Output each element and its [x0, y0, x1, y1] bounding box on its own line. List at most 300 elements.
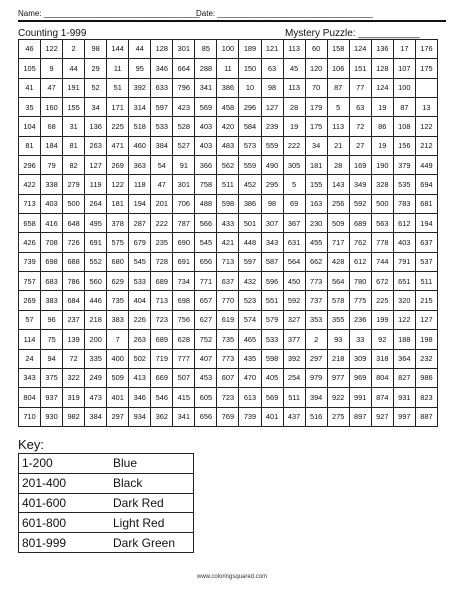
grid-cell[interactable]: 689: [151, 330, 173, 349]
grid-cell[interactable]: 322: [63, 368, 85, 387]
grid-cell[interactable]: 57: [19, 310, 41, 329]
grid-cell[interactable]: 633: [151, 78, 173, 97]
grid-cell[interactable]: 452: [239, 175, 261, 194]
grid-cell[interactable]: 629: [107, 272, 129, 291]
grid-cell[interactable]: 569: [195, 98, 217, 117]
grid-cell[interactable]: 405: [261, 368, 283, 387]
grid-cell[interactable]: 215: [415, 291, 437, 310]
grid-cell[interactable]: 523: [239, 291, 261, 310]
grid-cell[interactable]: 698: [173, 291, 195, 310]
grid-cell[interactable]: 735: [107, 291, 129, 310]
grid-cell[interactable]: 81: [19, 136, 41, 155]
grid-cell[interactable]: 717: [327, 233, 349, 252]
grid-cell[interactable]: 171: [107, 98, 129, 117]
grid-cell[interactable]: 122: [415, 117, 437, 136]
grid-cell[interactable]: 756: [173, 310, 195, 329]
grid-cell[interactable]: 377: [283, 330, 305, 349]
grid-cell[interactable]: 305: [283, 156, 305, 175]
grid-cell[interactable]: 435: [239, 349, 261, 368]
grid-cell[interactable]: 669: [151, 368, 173, 387]
grid-cell[interactable]: 573: [239, 136, 261, 155]
grid-cell[interactable]: 327: [283, 310, 305, 329]
grid-cell[interactable]: 72: [349, 117, 371, 136]
grid-cell[interactable]: 143: [327, 175, 349, 194]
grid-cell[interactable]: 2: [305, 330, 327, 349]
grid-cell[interactable]: 706: [173, 194, 195, 213]
grid-cell[interactable]: 458: [217, 98, 239, 117]
grid-cell[interactable]: 222: [283, 136, 305, 155]
grid-cell[interactable]: 979: [305, 368, 327, 387]
grid-cell[interactable]: 422: [19, 175, 41, 194]
grid-cell[interactable]: 121: [261, 40, 283, 59]
grid-cell[interactable]: 612: [393, 214, 415, 233]
grid-cell[interactable]: 691: [173, 252, 195, 271]
grid-cell[interactable]: 528: [173, 117, 195, 136]
grid-cell[interactable]: 367: [283, 214, 305, 233]
grid-cell[interactable]: 343: [261, 233, 283, 252]
grid-cell[interactable]: 927: [371, 407, 393, 426]
grid-cell[interactable]: 189: [239, 40, 261, 59]
grid-cell[interactable]: 471: [107, 136, 129, 155]
grid-cell[interactable]: 218: [327, 349, 349, 368]
grid-cell[interactable]: 21: [327, 136, 349, 155]
grid-cell[interactable]: 694: [415, 175, 437, 194]
grid-cell[interactable]: 991: [349, 388, 371, 407]
grid-cell[interactable]: 17: [393, 40, 415, 59]
grid-cell[interactable]: 587: [261, 252, 283, 271]
grid-cell[interactable]: 346: [151, 59, 173, 78]
grid-cell[interactable]: 93: [327, 330, 349, 349]
grid-cell[interactable]: 708: [41, 233, 63, 252]
grid-cell[interactable]: 804: [371, 368, 393, 387]
grid-cell[interactable]: 403: [195, 136, 217, 155]
grid-cell[interactable]: 235: [151, 233, 173, 252]
grid-cell[interactable]: 263: [129, 330, 151, 349]
grid-cell[interactable]: 44: [129, 40, 151, 59]
grid-cell[interactable]: 47: [41, 78, 63, 97]
grid-cell[interactable]: 160: [41, 98, 63, 117]
grid-cell[interactable]: 688: [63, 252, 85, 271]
grid-cell[interactable]: 384: [151, 136, 173, 155]
grid-cell[interactable]: 592: [349, 194, 371, 213]
grid-cell[interactable]: 127: [85, 156, 107, 175]
grid-cell[interactable]: 94: [41, 349, 63, 368]
grid-cell[interactable]: 495: [85, 214, 107, 233]
grid-cell[interactable]: 198: [415, 330, 437, 349]
grid-cell[interactable]: 232: [415, 349, 437, 368]
grid-cell[interactable]: 184: [41, 136, 63, 155]
grid-cell[interactable]: 176: [415, 40, 437, 59]
grid-cell[interactable]: 407: [195, 349, 217, 368]
grid-cell[interactable]: 982: [63, 407, 85, 426]
grid-cell[interactable]: 98: [261, 78, 283, 97]
grid-cell[interactable]: 81: [63, 136, 85, 155]
grid-cell[interactable]: 72: [63, 349, 85, 368]
grid-cell[interactable]: 460: [129, 136, 151, 155]
grid-cell[interactable]: 559: [239, 156, 261, 175]
grid-cell[interactable]: 113: [283, 78, 305, 97]
grid-cell[interactable]: 428: [327, 252, 349, 271]
grid-cell[interactable]: 19: [371, 98, 393, 117]
grid-cell[interactable]: 181: [107, 194, 129, 213]
grid-cell[interactable]: 346: [129, 388, 151, 407]
grid-cell[interactable]: 559: [261, 136, 283, 155]
grid-cell[interactable]: 566: [195, 214, 217, 233]
grid-cell[interactable]: 226: [129, 310, 151, 329]
grid-cell[interactable]: 33: [349, 330, 371, 349]
grid-cell[interactable]: 619: [217, 310, 239, 329]
grid-cell[interactable]: 656: [195, 252, 217, 271]
grid-cell[interactable]: 341: [173, 407, 195, 426]
grid-cell[interactable]: 713: [151, 291, 173, 310]
grid-cell[interactable]: 120: [305, 59, 327, 78]
grid-cell[interactable]: 128: [151, 40, 173, 59]
grid-cell[interactable]: 770: [217, 291, 239, 310]
grid-cell[interactable]: 509: [327, 214, 349, 233]
grid-cell[interactable]: 179: [305, 98, 327, 117]
grid-cell[interactable]: 378: [107, 214, 129, 233]
grid-cell[interactable]: 343: [19, 368, 41, 387]
grid-cell[interactable]: 415: [173, 388, 195, 407]
grid-cell[interactable]: 46: [19, 40, 41, 59]
grid-cell[interactable]: 769: [217, 407, 239, 426]
grid-cell[interactable]: 787: [173, 214, 195, 233]
grid-cell[interactable]: 874: [371, 388, 393, 407]
grid-cell[interactable]: 122: [107, 175, 129, 194]
grid-cell[interactable]: 507: [173, 368, 195, 387]
grid-cell[interactable]: 363: [129, 156, 151, 175]
grid-cell[interactable]: 739: [239, 407, 261, 426]
grid-cell[interactable]: 87: [327, 78, 349, 97]
grid-cell[interactable]: 596: [261, 272, 283, 291]
grid-cell[interactable]: 155: [63, 98, 85, 117]
grid-cell[interactable]: 564: [327, 272, 349, 291]
grid-cell[interactable]: 9: [41, 59, 63, 78]
grid-cell[interactable]: 225: [371, 291, 393, 310]
grid-cell[interactable]: 301: [173, 175, 195, 194]
grid-cell[interactable]: 386: [217, 78, 239, 97]
grid-cell[interactable]: 518: [129, 117, 151, 136]
grid-cell[interactable]: 355: [327, 310, 349, 329]
grid-cell[interactable]: 500: [371, 194, 393, 213]
grid-cell[interactable]: 175: [305, 117, 327, 136]
grid-cell[interactable]: 35: [19, 98, 41, 117]
grid-cell[interactable]: 598: [217, 194, 239, 213]
grid-cell[interactable]: 341: [195, 78, 217, 97]
grid-cell[interactable]: 45: [283, 59, 305, 78]
grid-cell[interactable]: 199: [371, 310, 393, 329]
grid-cell[interactable]: 804: [19, 388, 41, 407]
grid-cell[interactable]: 151: [349, 59, 371, 78]
grid-cell[interactable]: 328: [371, 175, 393, 194]
grid-cell[interactable]: 44: [63, 59, 85, 78]
grid-cell[interactable]: 169: [349, 156, 371, 175]
grid-cell[interactable]: 657: [195, 291, 217, 310]
grid-cell[interactable]: 783: [393, 194, 415, 213]
grid-cell[interactable]: 403: [195, 117, 217, 136]
grid-cell[interactable]: 338: [41, 175, 63, 194]
grid-cell[interactable]: 681: [415, 194, 437, 213]
grid-cell[interactable]: 689: [151, 272, 173, 291]
grid-cell[interactable]: 144: [107, 40, 129, 59]
grid-cell[interactable]: 827: [393, 368, 415, 387]
grid-cell[interactable]: 98: [85, 40, 107, 59]
grid-cell[interactable]: 309: [349, 349, 371, 368]
grid-cell[interactable]: 114: [19, 330, 41, 349]
grid-cell[interactable]: 95: [129, 59, 151, 78]
grid-cell[interactable]: 578: [327, 291, 349, 310]
grid-cell[interactable]: 490: [261, 156, 283, 175]
grid-cell[interactable]: 150: [239, 59, 261, 78]
grid-cell[interactable]: 432: [239, 272, 261, 291]
grid-cell[interactable]: 421: [217, 233, 239, 252]
grid-cell[interactable]: 124: [349, 40, 371, 59]
grid-cell[interactable]: 87: [393, 98, 415, 117]
grid-cell[interactable]: 364: [393, 349, 415, 368]
grid-cell[interactable]: 297: [305, 349, 327, 368]
grid-cell[interactable]: 7: [107, 330, 129, 349]
grid-cell[interactable]: 296: [239, 98, 261, 117]
grid-cell[interactable]: 269: [107, 156, 129, 175]
grid-cell[interactable]: 584: [239, 117, 261, 136]
grid-cell[interactable]: 773: [305, 272, 327, 291]
grid-cell[interactable]: 34: [305, 136, 327, 155]
grid-cell[interactable]: 47: [151, 175, 173, 194]
grid-cell[interactable]: 734: [173, 272, 195, 291]
grid-cell[interactable]: 537: [415, 252, 437, 271]
grid-cell[interactable]: 739: [19, 252, 41, 271]
grid-cell[interactable]: 288: [195, 59, 217, 78]
grid-cell[interactable]: 637: [415, 233, 437, 252]
grid-cell[interactable]: 118: [129, 175, 151, 194]
grid-cell[interactable]: 5: [327, 98, 349, 117]
grid-cell[interactable]: 403: [393, 233, 415, 252]
grid-cell[interactable]: 465: [239, 330, 261, 349]
grid-cell[interactable]: 969: [349, 368, 371, 387]
grid-cell[interactable]: 319: [63, 388, 85, 407]
grid-cell[interactable]: 680: [107, 252, 129, 271]
grid-cell[interactable]: 511: [217, 175, 239, 194]
grid-cell[interactable]: 85: [195, 40, 217, 59]
grid-cell[interactable]: 564: [283, 252, 305, 271]
grid-cell[interactable]: 236: [349, 310, 371, 329]
grid-cell[interactable]: 318: [371, 349, 393, 368]
grid-cell[interactable]: 773: [217, 349, 239, 368]
grid-cell[interactable]: 796: [173, 78, 195, 97]
grid-cell[interactable]: 780: [349, 272, 371, 291]
grid-cell[interactable]: 437: [283, 407, 305, 426]
grid-cell[interactable]: 684: [63, 291, 85, 310]
grid-cell[interactable]: 212: [415, 136, 437, 155]
grid-cell[interactable]: 710: [19, 407, 41, 426]
grid-cell[interactable]: 29: [85, 59, 107, 78]
grid-cell[interactable]: 100: [393, 78, 415, 97]
grid-cell[interactable]: 931: [393, 388, 415, 407]
grid-cell[interactable]: 287: [129, 214, 151, 233]
grid-cell[interactable]: 124: [371, 78, 393, 97]
grid-cell[interactable]: 662: [305, 252, 327, 271]
grid-cell[interactable]: 279: [63, 175, 85, 194]
grid-cell[interactable]: 230: [305, 214, 327, 233]
grid-cell[interactable]: 775: [349, 291, 371, 310]
grid-cell[interactable]: 188: [393, 330, 415, 349]
grid-cell[interactable]: 63: [349, 98, 371, 117]
grid-cell[interactable]: 579: [261, 310, 283, 329]
grid-cell[interactable]: 13: [415, 98, 437, 117]
grid-cell[interactable]: 563: [371, 214, 393, 233]
grid-cell[interactable]: 575: [107, 233, 129, 252]
grid-cell[interactable]: 297: [107, 407, 129, 426]
grid-cell[interactable]: 413: [129, 368, 151, 387]
grid-cell[interactable]: 218: [85, 310, 107, 329]
grid-cell[interactable]: 19: [283, 117, 305, 136]
grid-cell[interactable]: 11: [107, 59, 129, 78]
grid-cell[interactable]: 713: [19, 194, 41, 213]
grid-cell[interactable]: 106: [327, 59, 349, 78]
grid-cell[interactable]: 433: [217, 214, 239, 233]
grid-cell[interactable]: 977: [327, 368, 349, 387]
grid-cell[interactable]: 86: [371, 117, 393, 136]
grid-cell[interactable]: 200: [85, 330, 107, 349]
grid-cell[interactable]: 545: [129, 252, 151, 271]
grid-cell[interactable]: 691: [85, 233, 107, 252]
grid-cell[interactable]: 612: [349, 252, 371, 271]
grid-cell[interactable]: 19: [371, 136, 393, 155]
grid-cell[interactable]: 249: [85, 368, 107, 387]
grid-cell[interactable]: 823: [415, 388, 437, 407]
grid-cell[interactable]: 737: [305, 291, 327, 310]
grid-cell[interactable]: 453: [195, 368, 217, 387]
grid-cell[interactable]: 41: [19, 78, 41, 97]
grid-cell[interactable]: 448: [239, 233, 261, 252]
grid-cell[interactable]: 574: [239, 310, 261, 329]
grid-cell[interactable]: 181: [305, 156, 327, 175]
grid-cell[interactable]: 191: [63, 78, 85, 97]
grid-cell[interactable]: 786: [63, 272, 85, 291]
grid-cell[interactable]: 887: [415, 407, 437, 426]
grid-cell[interactable]: 113: [327, 117, 349, 136]
grid-cell[interactable]: 82: [63, 156, 85, 175]
grid-cell[interactable]: 552: [85, 252, 107, 271]
grid-cell[interactable]: 175: [415, 59, 437, 78]
grid-cell[interactable]: 70: [305, 78, 327, 97]
grid-cell[interactable]: 420: [217, 117, 239, 136]
grid-cell[interactable]: 631: [283, 233, 305, 252]
grid-cell[interactable]: 778: [371, 233, 393, 252]
grid-cell[interactable]: 314: [129, 98, 151, 117]
grid-cell[interactable]: 77: [349, 78, 371, 97]
grid-cell[interactable]: 656: [195, 407, 217, 426]
grid-cell[interactable]: 10: [239, 78, 261, 97]
grid-cell[interactable]: 263: [85, 136, 107, 155]
grid-cell[interactable]: 239: [261, 117, 283, 136]
grid-cell[interactable]: 627: [195, 310, 217, 329]
grid-cell[interactable]: 335: [85, 349, 107, 368]
grid-cell[interactable]: 92: [371, 330, 393, 349]
grid-cell[interactable]: 27: [349, 136, 371, 155]
grid-cell[interactable]: 362: [151, 407, 173, 426]
grid-cell[interactable]: 758: [195, 175, 217, 194]
grid-cell[interactable]: 501: [239, 214, 261, 233]
grid-cell[interactable]: 500: [63, 194, 85, 213]
grid-cell[interactable]: 222: [151, 214, 173, 233]
grid-cell[interactable]: 562: [217, 156, 239, 175]
grid-cell[interactable]: 163: [305, 194, 327, 213]
grid-cell[interactable]: 122: [41, 40, 63, 59]
grid-cell[interactable]: 648: [63, 214, 85, 233]
grid-cell[interactable]: 5: [283, 175, 305, 194]
grid-cell[interactable]: 24: [19, 349, 41, 368]
grid-cell[interactable]: 403: [41, 194, 63, 213]
grid-cell[interactable]: 473: [85, 388, 107, 407]
grid-cell[interactable]: 383: [107, 310, 129, 329]
grid-cell[interactable]: 613: [239, 388, 261, 407]
grid-cell[interactable]: 937: [41, 388, 63, 407]
grid-cell[interactable]: 349: [349, 175, 371, 194]
grid-cell[interactable]: 930: [41, 407, 63, 426]
grid-cell[interactable]: 379: [393, 156, 415, 175]
grid-cell[interactable]: 254: [283, 368, 305, 387]
grid-cell[interactable]: 723: [217, 388, 239, 407]
grid-cell[interactable]: 922: [327, 388, 349, 407]
grid-cell[interactable]: 100: [217, 40, 239, 59]
grid-cell[interactable]: 156: [393, 136, 415, 155]
grid-cell[interactable]: 664: [173, 59, 195, 78]
grid-cell[interactable]: 533: [129, 272, 151, 291]
grid-cell[interactable]: 713: [217, 252, 239, 271]
grid-cell[interactable]: 190: [371, 156, 393, 175]
grid-cell[interactable]: 762: [349, 233, 371, 252]
grid-cell[interactable]: 488: [195, 194, 217, 213]
grid-cell[interactable]: 307: [261, 214, 283, 233]
grid-cell[interactable]: 105: [19, 59, 41, 78]
grid-cell[interactable]: 545: [195, 233, 217, 252]
grid-cell[interactable]: 683: [41, 272, 63, 291]
grid-cell[interactable]: 404: [129, 291, 151, 310]
grid-cell[interactable]: 295: [261, 175, 283, 194]
grid-cell[interactable]: 997: [393, 407, 415, 426]
grid-cell[interactable]: 698: [41, 252, 63, 271]
grid-cell[interactable]: 470: [239, 368, 261, 387]
grid-cell[interactable]: 113: [283, 40, 305, 59]
grid-cell[interactable]: 296: [19, 156, 41, 175]
grid-cell[interactable]: 392: [283, 349, 305, 368]
grid-cell[interactable]: 533: [261, 330, 283, 349]
grid-cell[interactable]: 757: [19, 272, 41, 291]
grid-cell[interactable]: 52: [85, 78, 107, 97]
grid-cell[interactable]: 139: [63, 330, 85, 349]
grid-cell[interactable]: 63: [261, 59, 283, 78]
grid-cell[interactable]: 546: [151, 388, 173, 407]
grid-cell[interactable]: 690: [173, 233, 195, 252]
grid-cell[interactable]: 934: [129, 407, 151, 426]
grid-cell[interactable]: 11: [217, 59, 239, 78]
grid-cell[interactable]: 269: [19, 291, 41, 310]
grid-cell[interactable]: 791: [393, 252, 415, 271]
grid-cell[interactable]: 502: [129, 349, 151, 368]
grid-cell[interactable]: 60: [305, 40, 327, 59]
grid-cell[interactable]: 569: [261, 388, 283, 407]
grid-cell[interactable]: 384: [85, 407, 107, 426]
grid-cell[interactable]: 986: [415, 368, 437, 387]
grid-cell[interactable]: 771: [195, 272, 217, 291]
grid-cell[interactable]: 301: [173, 40, 195, 59]
grid-cell[interactable]: 752: [195, 330, 217, 349]
grid-cell[interactable]: 628: [173, 330, 195, 349]
grid-cell[interactable]: 455: [305, 233, 327, 252]
grid-cell[interactable]: 511: [415, 272, 437, 291]
grid-cell[interactable]: 136: [85, 117, 107, 136]
